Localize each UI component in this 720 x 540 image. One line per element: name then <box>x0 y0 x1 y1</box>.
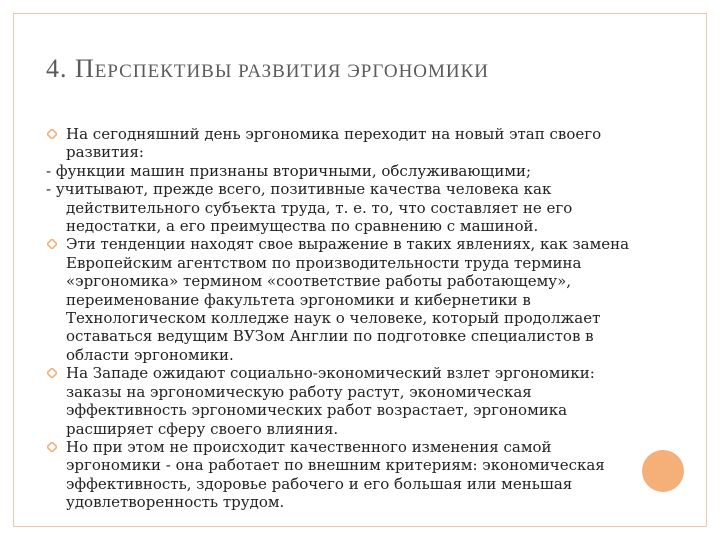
title-rest-part: ЕРСПЕКТИВЫ РАЗВИТИЯ ЭРГОНОМИКИ <box>94 61 490 82</box>
decorative-circle <box>642 450 684 492</box>
bullet-paragraph <box>46 235 636 364</box>
paragraph-text: Но при этом не происходит качественного изменения самой эргономики - она работает по внешним критериям: экономическая эффективность, здоровье рабочего и его большая или меньшая удовлетворенность трудом. <box>66 437 605 512</box>
dash-paragraph <box>46 162 636 180</box>
bullet-paragraph <box>46 125 636 162</box>
diamond-bullet-icon <box>47 442 57 452</box>
slide-body <box>46 125 636 512</box>
paragraph-text: На Западе ожидают социально-экономический взлет эргономики: заказы на эргономическую работу растут, экономическая эффективность эргономических работ возрастает, эргономика расширяет сферу своего влияния. <box>66 364 595 438</box>
diamond-bullet-icon <box>47 239 57 249</box>
paragraph-text: На сегодняшний день эргономика переходит на новый этап своего развития: <box>66 125 602 162</box>
title-first-part: 4. П <box>46 54 95 83</box>
paragraph-text: - функции машин признаны вторичными, обслуживающими; <box>46 161 532 180</box>
bullet-paragraph <box>46 364 636 438</box>
bullet-paragraph <box>46 438 636 512</box>
diamond-bullet-icon <box>47 129 57 139</box>
paragraph-text: - учитывают, прежде всего, позитивные качества человека как действительного субъекта труда, т. е. то, что составляет не его недостатки, а его преимущества по сравнению с машиной. <box>46 180 573 236</box>
diamond-bullet-icon <box>47 368 57 378</box>
dash-paragraph <box>46 180 636 235</box>
paragraph-text: Эти тенденции находят свое выражение в таких явлениях, как замена Европейским агентством по производительности труда термина «эргономика» термином «соответствие работы работающему», переименование факультета эргономики и кибернетики в Технологическом колледже наук о человеке, который продолжает оставаться ведущим ВУЗом Англии по подготовке специалистов в области эргономики. <box>66 235 630 364</box>
slide-title <box>46 54 489 84</box>
